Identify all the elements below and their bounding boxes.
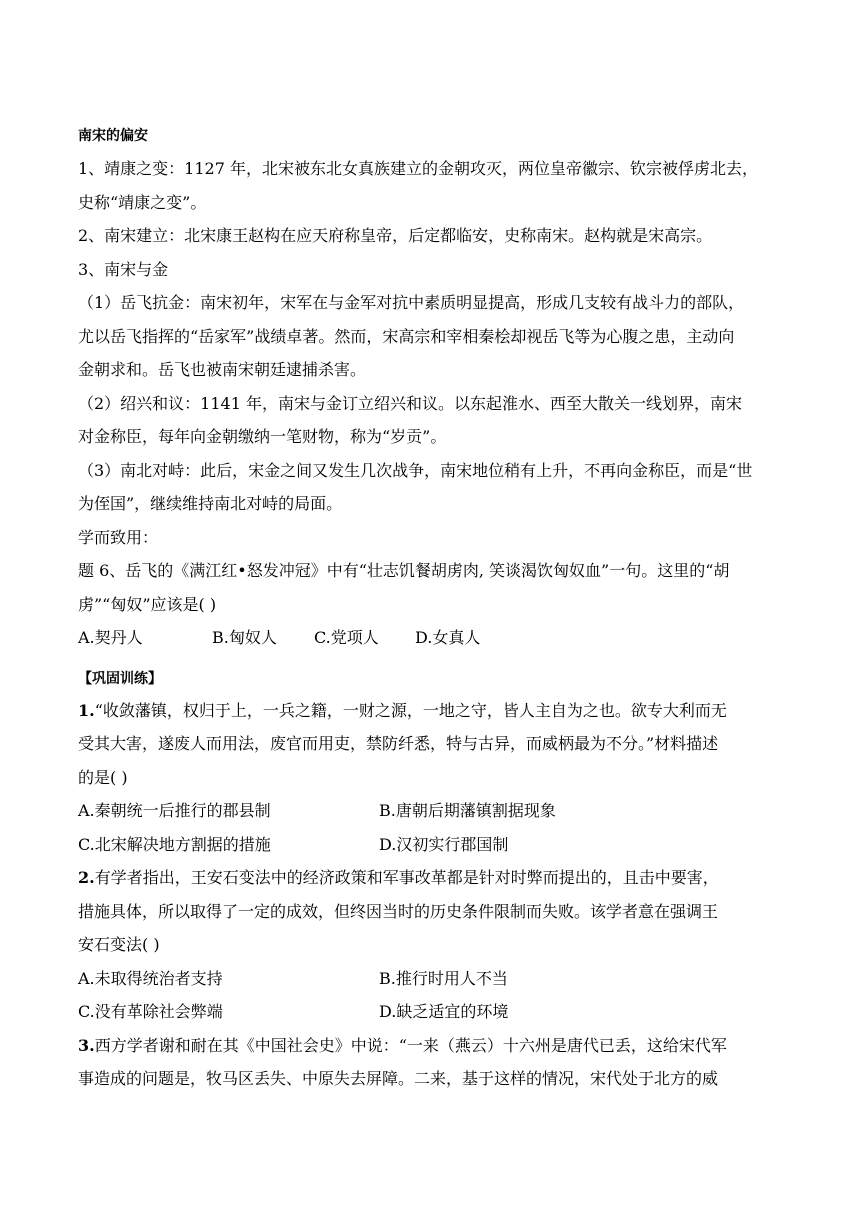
- section-title: 南宋的偏安: [78, 128, 148, 144]
- practice-q1-options-cd: [78, 828, 780, 862]
- practice-q3-line-2: 事造成的问题是，牧马区丢失、中原失去屏障。二来，基于这样的情况，宋代处于北方的威: [78, 1069, 719, 1088]
- item-2: 2、南宋建立：北宋康王赵构在应天府称皇帝，后定都临安，史称南宋。赵构就是宋高宗。: [78, 226, 713, 245]
- subitem-1-line-2: 尤以岳飞指挥的“岳家军”战绩卓著。然而，宋高宗和宰相秦桧却视岳飞等为心腹之患，主动向: [78, 326, 735, 346]
- subitem-3-line-1: （3）南北对峙：此后，宋金之间又发生几次战争，南宋地位稍有上升，不再向金称臣，而是“世: [78, 460, 753, 480]
- option-d: D.女真人: [415, 628, 481, 647]
- question-6-options: [78, 621, 780, 655]
- subitem-2-line-1: （2）绍兴和议：1141 年，南宋与金订立绍兴和议。以东起淮水、西至大散关一线划界，南宋: [78, 393, 742, 413]
- option-d: D.缺乏适宜的环境: [379, 1002, 509, 1021]
- practice-q1-line-3: 的是( ): [78, 767, 128, 787]
- practice-q1-text: “收敛藩镇，权归于上，一兵之籍，一财之源，一地之守，皆人主自为之也。欲专大利而无: [94, 700, 727, 720]
- option-c: C.北宋解决地方割据的措施: [78, 834, 271, 854]
- option-a: A.未取得统治者支持: [78, 968, 223, 988]
- practice-q2-line-1: [78, 861, 780, 895]
- practice-q2-options-cd: [78, 995, 780, 1029]
- option-b: B.匈奴人: [212, 628, 277, 647]
- practice-q2-number: 2.: [78, 868, 95, 887]
- practice-q1-line-2: 受其大害，遂废人而用法，废官而用吏，禁防纤悉，特与古异，而威柄最为不分。”材料描述: [78, 734, 719, 753]
- subitem-1-line-3: 金朝求和。岳飞也被南宋朝廷逮捕杀害。: [78, 360, 367, 379]
- option-b: B.唐朝后期藩镇割据现象: [379, 801, 556, 820]
- apply-label: 学而致用：: [78, 527, 159, 547]
- option-c: C.没有革除社会弊端: [78, 1002, 223, 1021]
- item-1-line-2: 史称“靖康之变”。: [78, 192, 207, 212]
- practice-q1-options-ab: [78, 794, 780, 828]
- item-1-line-1: 1、靖康之变：1127 年，北宋被东北女真族建立的金朝攻灭，两位皇帝徽宗、钦宗被俘虏北去，: [78, 159, 758, 178]
- practice-q1-number: 1.: [78, 700, 95, 720]
- practice-title: 【巩固训练】: [78, 670, 162, 687]
- option-c: C.党项人: [314, 628, 379, 647]
- practice-q2-line-2: 措施具体，所以取得了一定的成效，但终因当时的历史条件限制而失败。该学者意在强调王: [78, 901, 719, 921]
- option-b: B.推行时用人不当: [379, 968, 508, 988]
- document-body: [78, 126, 780, 1096]
- item-3: 3、南宋与金: [78, 259, 169, 279]
- option-a: A.契丹人: [78, 628, 143, 647]
- practice-q3-number: 3.: [78, 1035, 95, 1055]
- practice-q2-text: 有学者指出，王安石变法中的经济政策和军事改革都是针对时弊而提出的，且击中要害，: [94, 868, 719, 887]
- practice-q2-options-ab: [78, 962, 780, 996]
- practice-q3-text: 西方学者谢和耐在其《中国社会史》中说：“一来（燕云）十六州是唐代已丢，这给宋代军: [94, 1035, 727, 1055]
- question-6-line-1: 题 6、岳飞的《满江红•怒发冲冠》中有“壮志饥餐胡虏肉, 笑谈渴饮匈奴血”一句。这里的“胡: [78, 561, 730, 580]
- practice-q1-line-1: [78, 694, 780, 728]
- subitem-2-line-2: 对金称臣，每年向金朝缴纳一笔财物，称为“岁贡”。: [78, 427, 447, 446]
- question-6-line-2: 虏”“匈奴”应该是( ): [78, 594, 217, 614]
- subitem-1-line-1: （1）岳飞抗金：南宋初年，宋军在与金军对抗中素质明显提高，形成几支较有战斗力的部队，: [78, 293, 745, 312]
- practice-q3-line-1: [78, 1029, 780, 1063]
- practice-q2-line-3: 安石变法( ): [78, 935, 160, 954]
- option-d: D.汉初实行郡国制: [379, 834, 509, 854]
- option-a: A.秦朝统一后推行的郡县制: [78, 801, 271, 820]
- subitem-3-line-2: 为侄国”，继续维持南北对峙的局面。: [78, 494, 343, 513]
